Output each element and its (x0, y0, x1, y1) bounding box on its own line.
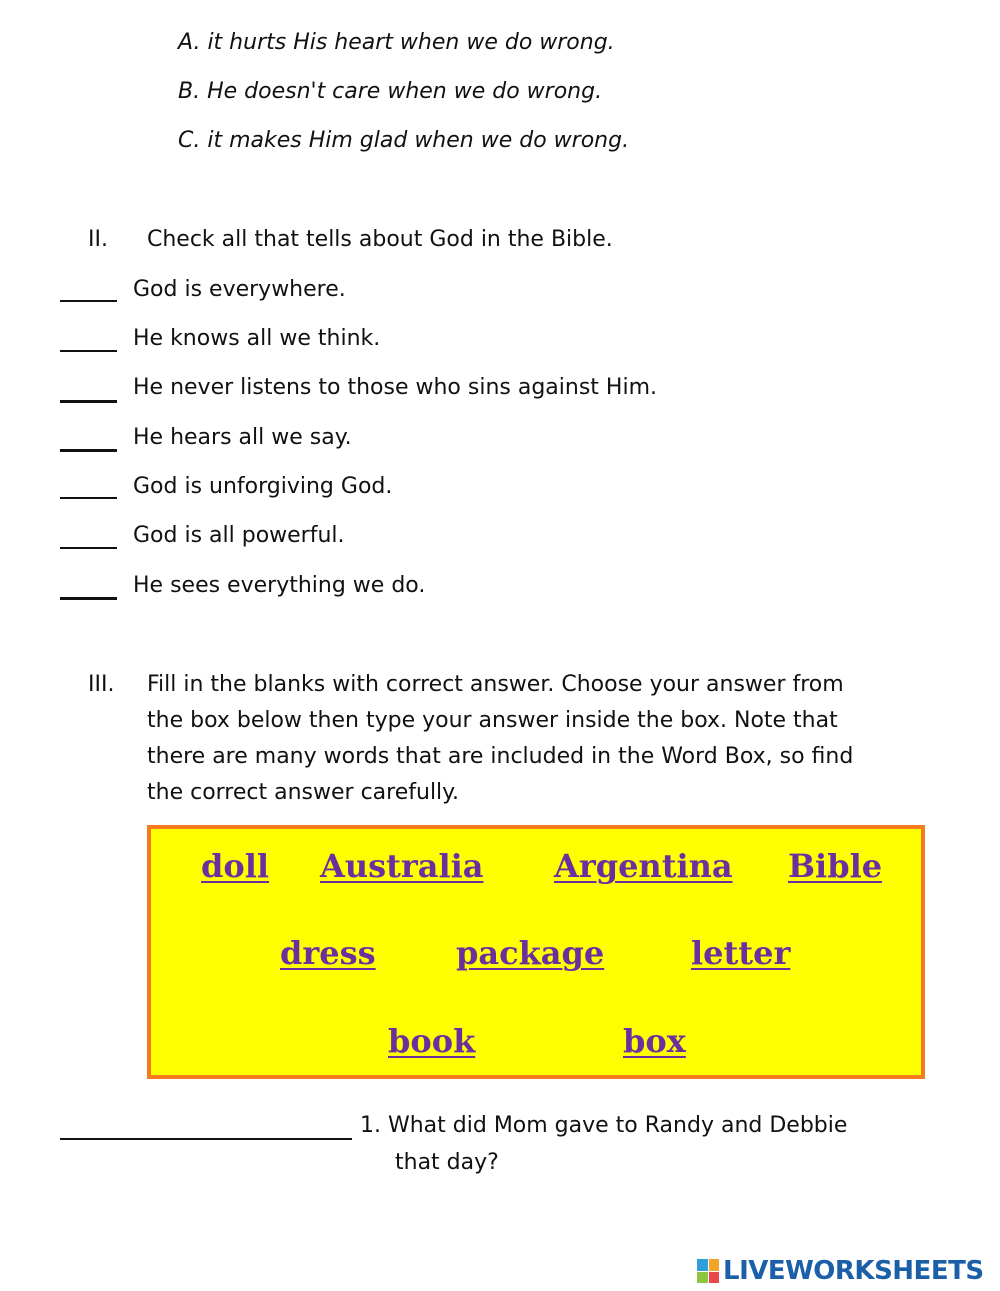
statement-4: He hears all we say. (133, 425, 352, 450)
word-argentina[interactable]: Argentina (554, 847, 733, 885)
check-blank-5[interactable] (60, 497, 117, 499)
statement-1: God is everywhere. (133, 277, 346, 302)
question-1-line-2: that day? (395, 1150, 499, 1175)
instruction-line-3: there are many words that are included in the Word Box, so find (147, 744, 854, 769)
statement-2: He knows all we think. (133, 326, 381, 351)
statement-5: God is unforgiving God. (133, 474, 393, 499)
statement-3: He never listens to those who sins against Him. (133, 375, 657, 400)
instruction-line-4: the correct answer carefully. (147, 780, 460, 805)
option-a: A. it hurts His heart when we do wrong. (178, 30, 615, 55)
word-package[interactable]: package (456, 934, 605, 972)
word-bible[interactable]: Bible (788, 847, 883, 885)
liveworksheets-logo-icon (697, 1259, 719, 1283)
word-dress[interactable]: dress (280, 934, 376, 972)
section-iii-instructions (147, 667, 947, 811)
check-blank-4[interactable] (60, 449, 117, 452)
word-doll[interactable]: doll (201, 847, 270, 885)
liveworksheets-logo (697, 1256, 984, 1286)
instruction-line-2: the box below then type your answer inside the box. Note that (147, 708, 838, 733)
option-c: C. it makes Him glad when we do wrong. (178, 128, 630, 153)
statement-6: God is all powerful. (133, 523, 345, 548)
instruction-line-1: Fill in the blanks with correct answer. Choose your answer from (147, 672, 844, 697)
check-blank-1[interactable] (60, 300, 117, 302)
check-blank-6[interactable] (60, 547, 117, 549)
question-1-line-1: 1. What did Mom gave to Randy and Debbie (360, 1113, 848, 1138)
section-iii-numeral: III. (88, 672, 115, 697)
answer-field-1[interactable] (60, 1138, 352, 1140)
check-blank-7[interactable] (60, 597, 117, 600)
word-book[interactable]: book (388, 1022, 476, 1060)
statement-7: He sees everything we do. (133, 573, 426, 598)
liveworksheets-logo-text: LIVEWORKSHEETS (723, 1256, 984, 1286)
check-blank-3[interactable] (60, 400, 117, 403)
word-box-word[interactable]: box (623, 1022, 686, 1060)
option-b: B. He doesn't care when we do wrong. (178, 79, 603, 104)
section-ii-numeral: II. (88, 227, 108, 252)
word-letter[interactable]: letter (691, 934, 791, 972)
check-blank-2[interactable] (60, 350, 117, 352)
word-box (147, 825, 925, 1079)
section-ii-title: Check all that tells about God in the Bible. (147, 227, 613, 252)
word-australia[interactable]: Australia (320, 847, 484, 885)
